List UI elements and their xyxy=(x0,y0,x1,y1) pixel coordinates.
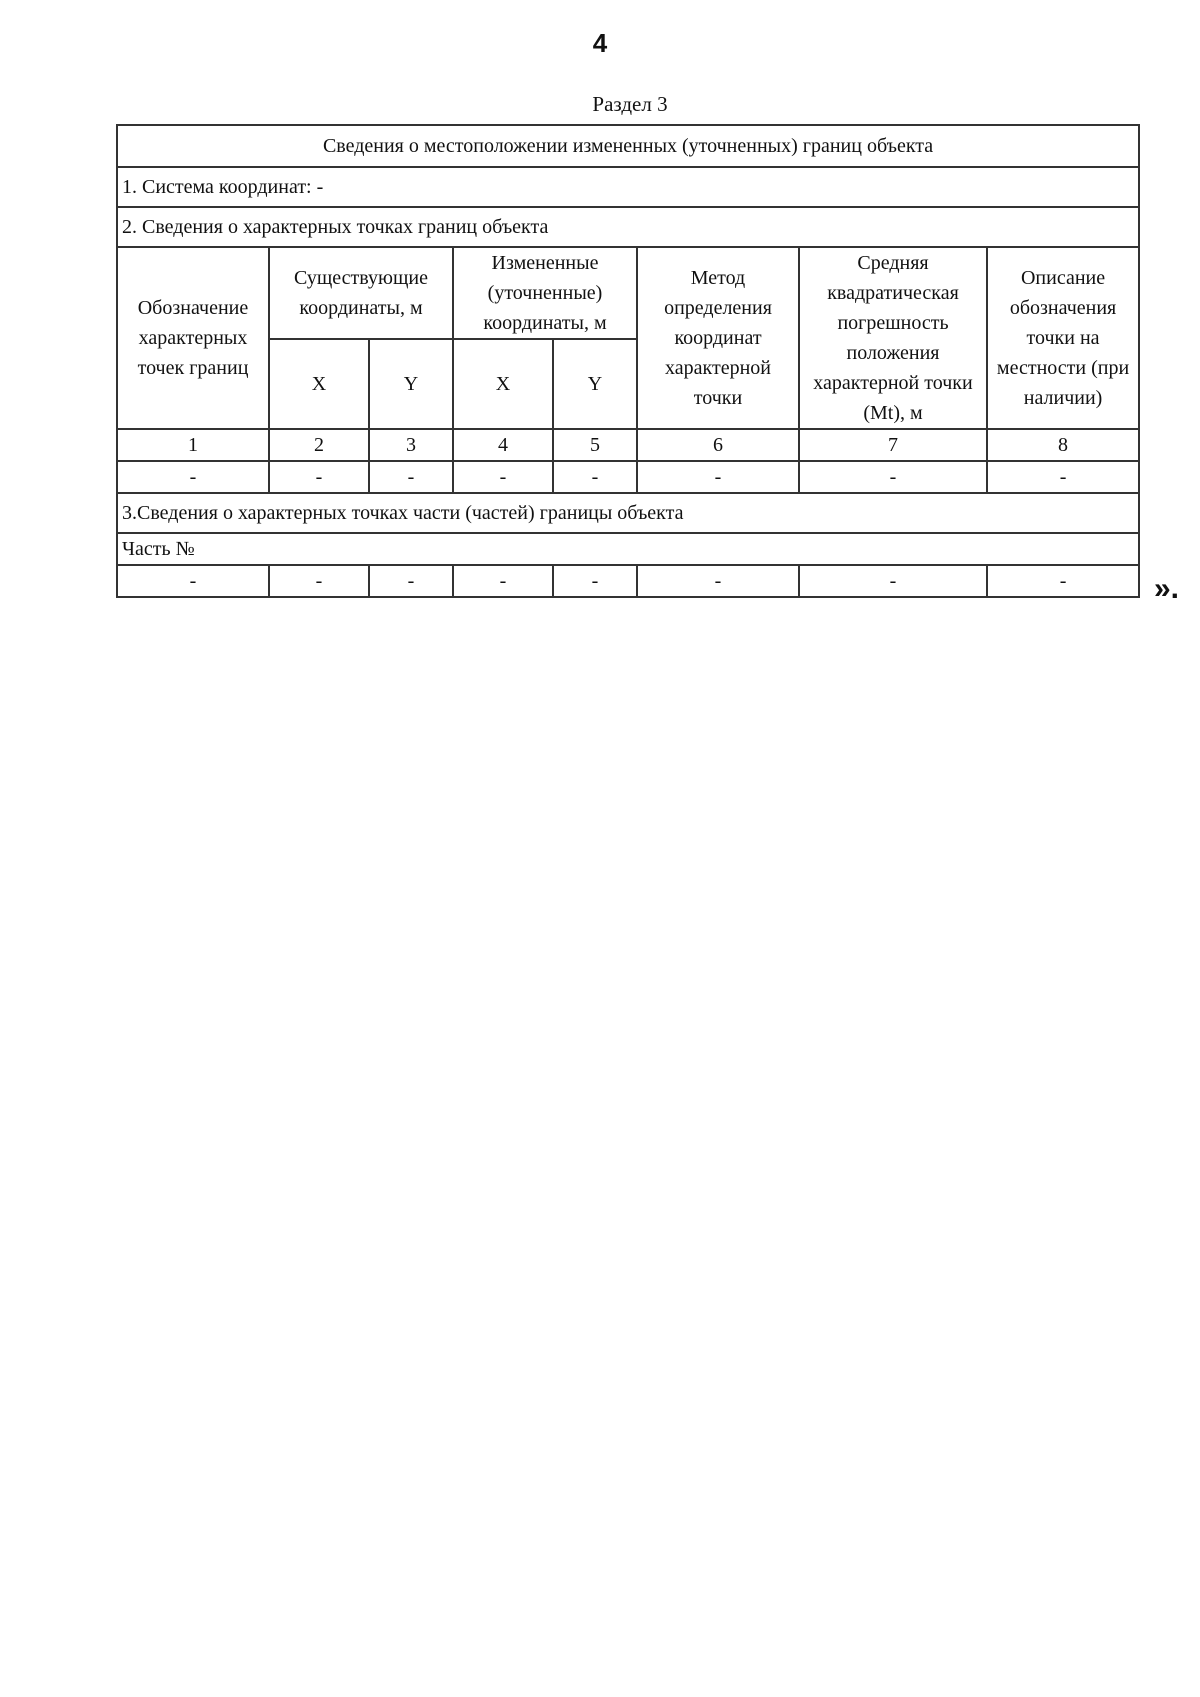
table-row xyxy=(117,565,1139,597)
column-number: 7 xyxy=(799,429,987,461)
column-number: 8 xyxy=(987,429,1139,461)
table-row xyxy=(117,429,1139,461)
column-number: 2 xyxy=(269,429,369,461)
table-cell: - xyxy=(987,461,1139,493)
boundary-table xyxy=(116,124,1140,598)
table-row xyxy=(117,461,1139,493)
header-error: Средняя квадратическая погрешность положения характерной точки (Mt), м xyxy=(799,247,987,429)
parts-heading: 3.Сведения о характерных точках части (частей) границы объекта xyxy=(117,493,1139,533)
table-cell: - xyxy=(799,565,987,597)
table-cell: - xyxy=(553,461,637,493)
page-number: 4 xyxy=(592,28,608,58)
table-cell: - xyxy=(987,565,1139,597)
column-number: 5 xyxy=(553,429,637,461)
column-number: 4 xyxy=(453,429,553,461)
header-existing-y: Y xyxy=(369,339,453,429)
table-cell: - xyxy=(453,565,553,597)
table-cell: - xyxy=(453,461,553,493)
table-cell: - xyxy=(799,461,987,493)
header-existing: Существующие координаты, м xyxy=(269,247,453,339)
column-number: 6 xyxy=(637,429,799,461)
table-cell: - xyxy=(369,461,453,493)
table-cell: - xyxy=(637,565,799,597)
section-title: Раздел 3 xyxy=(592,92,668,116)
coord-system: 1. Система координат: - xyxy=(117,167,1139,207)
header-changed: Измененные (уточненные) координаты, м xyxy=(453,247,637,339)
table-cell: - xyxy=(269,461,369,493)
table-cell: - xyxy=(553,565,637,597)
header-designation: Обозначение характерных точек границ xyxy=(117,247,269,429)
part-label: Часть № xyxy=(117,533,1139,565)
column-number: 1 xyxy=(117,429,269,461)
points-heading: 2. Сведения о характерных точках границ объекта xyxy=(117,207,1139,247)
header-changed-y: Y xyxy=(553,339,637,429)
header-existing-x: X xyxy=(269,339,369,429)
table-cell: - xyxy=(117,461,269,493)
header-changed-x: X xyxy=(453,339,553,429)
header-method: Метод определения координат характерной точки xyxy=(637,247,799,429)
table-title: Сведения о местоположении измененных (уточненных) границ объекта xyxy=(117,125,1139,167)
table-cell: - xyxy=(637,461,799,493)
table-cell: - xyxy=(117,565,269,597)
closing-quote: ». xyxy=(1154,572,1180,605)
column-number: 3 xyxy=(369,429,453,461)
header-description: Описание обозначения точки на местности (при наличии) xyxy=(987,247,1139,429)
table-cell: - xyxy=(369,565,453,597)
table-cell: - xyxy=(269,565,369,597)
